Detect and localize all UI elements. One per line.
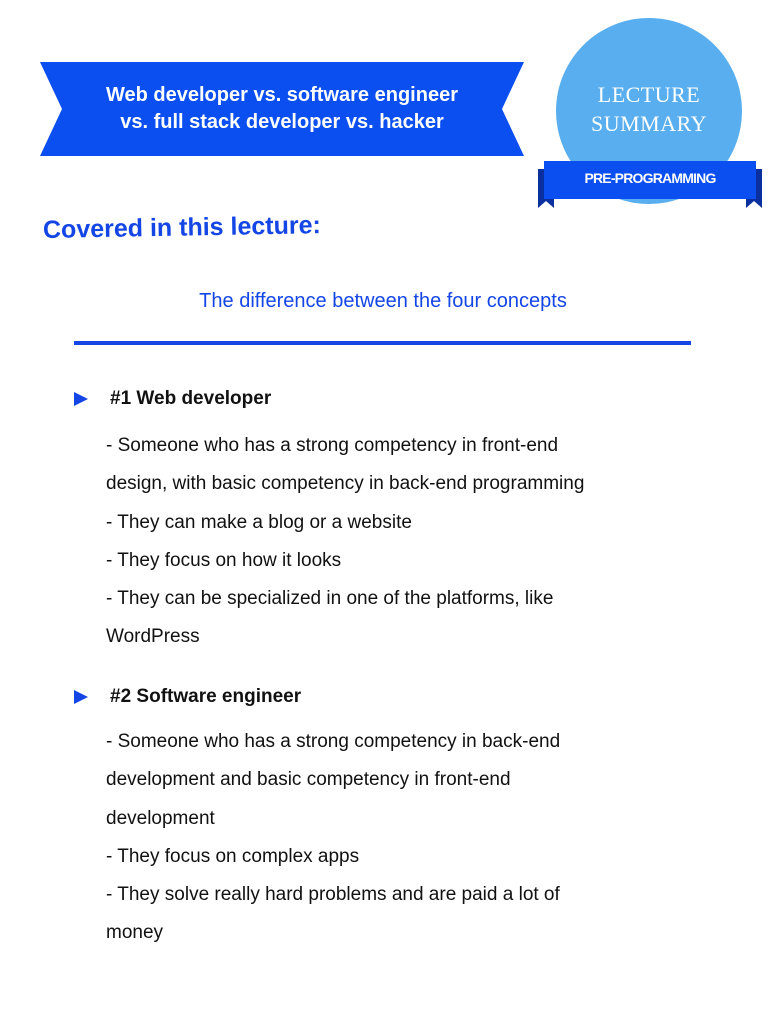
list-item: - They can be specialized in one of the platforms, like xyxy=(106,588,554,610)
category-ribbon xyxy=(538,161,762,209)
list-item: money xyxy=(106,922,164,944)
arrow-bullet-icon xyxy=(74,392,88,406)
section-heading xyxy=(74,685,714,713)
list-item: - They can make a blog or a website xyxy=(106,511,412,533)
section-software-engineer xyxy=(74,685,714,944)
section-title: #1 Web developer xyxy=(110,388,272,409)
list-item: development and basic competency in front-end xyxy=(106,769,511,791)
list-item: WordPress xyxy=(106,626,200,648)
badge-title-line-1: LECTURE xyxy=(597,82,701,107)
banner-title xyxy=(68,82,496,136)
divider xyxy=(74,341,691,345)
title-banner xyxy=(40,62,524,156)
bullet-list xyxy=(106,723,706,953)
arrow-bullet-icon xyxy=(74,690,88,704)
badge-title xyxy=(556,80,742,138)
list-item: - They focus on complex apps xyxy=(106,845,360,867)
list-item: - They solve really hard problems and are paid a lot of xyxy=(106,884,560,906)
list-item: - They focus on how it looks xyxy=(106,549,342,571)
subtitle: The difference between the four concepts xyxy=(199,290,567,312)
list-item: - Someone who has a strong competency in front-end xyxy=(106,435,559,456)
banner-title-line-2: vs. full stack developer vs. hacker xyxy=(120,111,444,133)
section-heading xyxy=(74,387,714,415)
list-item: - Someone who has a strong competency in back-end xyxy=(106,731,561,752)
covered-heading: Covered in this lecture: xyxy=(42,211,322,244)
list-item: development xyxy=(106,807,215,829)
section-title: #2 Software engineer xyxy=(110,686,302,707)
banner-title-line-1: Web developer vs. software engineer xyxy=(106,84,458,106)
section-web-developer xyxy=(74,387,714,648)
bullet-list xyxy=(106,427,706,657)
list-item: design, with basic competency in back-end programming xyxy=(106,473,585,495)
badge-title-line-2: SUMMARY xyxy=(591,111,707,136)
ribbon-label: PRE-PROGRAMMING xyxy=(584,170,716,186)
